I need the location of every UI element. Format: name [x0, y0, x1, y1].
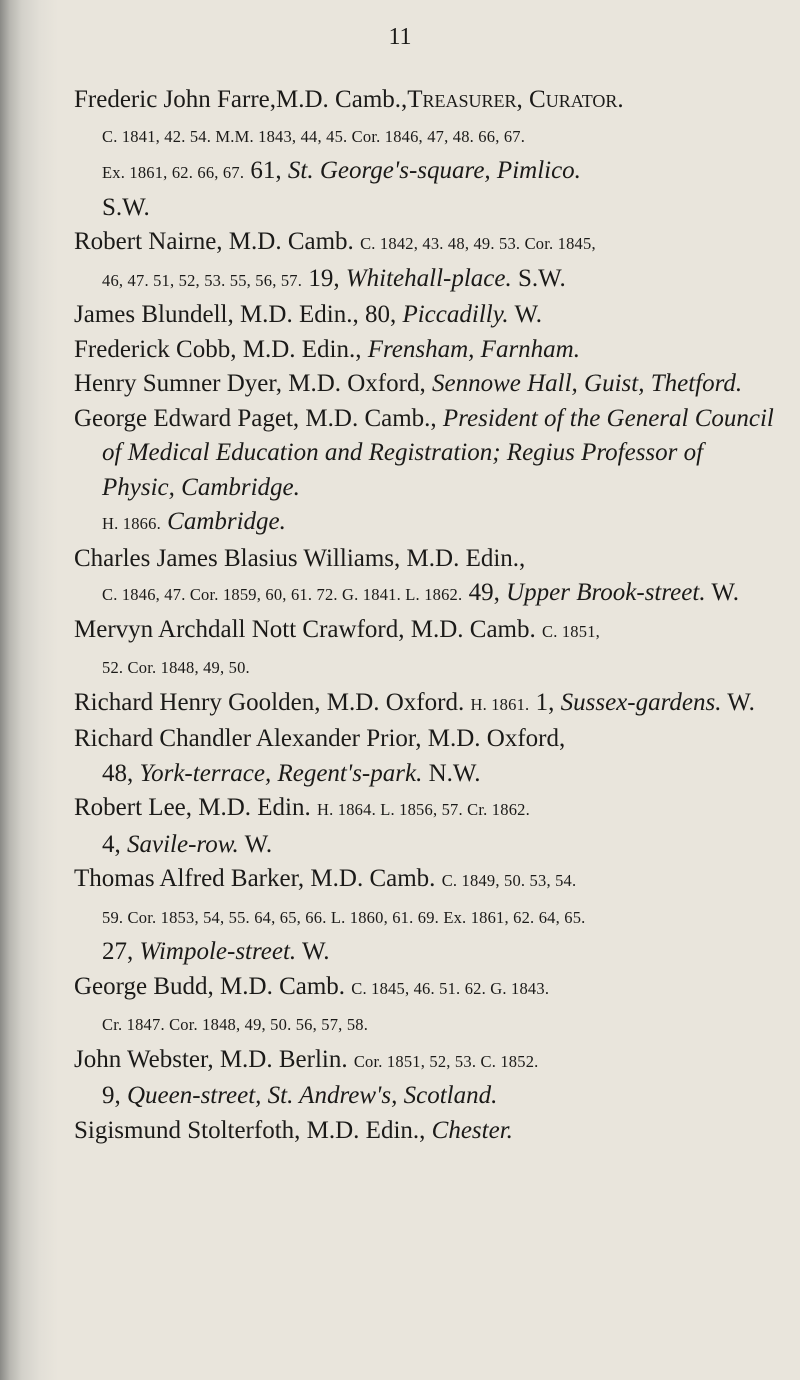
entry-address: Whitehall-place.: [345, 264, 512, 292]
entry-name: Thomas Alfred Barker, M.D. Camb.: [74, 865, 436, 892]
list-item: [74, 402, 774, 542]
list-item: [74, 1043, 774, 1114]
entry-name: Henry Sumner Dyer, M.D. Oxford,: [74, 370, 426, 397]
entry-record: Cor. 1851, 52, 53. C. 1852.: [353, 1051, 539, 1071]
entry-address-number: 61,: [250, 157, 282, 184]
list-item: [74, 970, 774, 1043]
page-number: 11: [388, 24, 412, 50]
list-item: [74, 722, 774, 791]
list-item: [74, 862, 774, 970]
entry-office: Treasurer, Curator.: [407, 86, 624, 113]
list-item: [74, 542, 774, 613]
entry-address-number: 48,: [102, 759, 134, 787]
entry-address: Sussex-gardens.: [560, 688, 722, 716]
list-item: [74, 613, 774, 686]
entry-address: Upper Brook-street.: [506, 579, 706, 606]
entry-name: James Blundell, M.D. Edin.,: [74, 301, 359, 328]
entry-name: Frederic John Farre,M.D. Camb.,: [74, 86, 408, 113]
list-item: [74, 791, 774, 862]
entry-address: Sennowe Hall, Guist, Thetford.: [431, 370, 743, 397]
entry-address: Frensham, Farnham.: [367, 335, 580, 363]
entry-office: President of the General Council of Medical Education and Registration; Regius Professor of Physic, Cambridge.: [102, 404, 774, 501]
entry-address: York-terrace, Regent's-park.: [139, 759, 423, 787]
fellows-list: [74, 83, 774, 1148]
entry-district: W.: [514, 301, 543, 328]
entry-name: Charles James Blasius Williams, M.D. Edin.,: [74, 544, 526, 572]
entry-address: Wimpole-street.: [139, 938, 297, 965]
entry-record: H. 1866.: [102, 514, 161, 533]
entry-record: C. 1846, 47. Cor. 1859, 60, 61. 72. G. 1841. L. 1862.: [102, 585, 463, 604]
entry-address: Savile-row.: [127, 830, 239, 858]
entry-address-number: 19,: [308, 264, 340, 292]
entry-name: Robert Lee, M.D. Edin.: [74, 794, 311, 821]
entry-district: N.W.: [428, 759, 481, 787]
entry-record: H. 1864. L. 1856, 57. Cr. 1862.: [317, 800, 530, 819]
entry-name: Sigismund Stolterfoth, M.D. Edin.,: [74, 1116, 426, 1144]
entry-address: St. George's-square, Pimlico.: [287, 157, 581, 184]
entry-district: S.W.: [518, 264, 566, 292]
entry-record: 52. Cor. 1848, 49, 50.: [102, 658, 250, 677]
list-item: [74, 225, 774, 298]
entry-name: John Webster, M.D. Berlin.: [74, 1045, 348, 1073]
list-item: [74, 298, 774, 333]
list-item: [74, 367, 774, 402]
entry-address-number: 4,: [102, 830, 121, 858]
entry-record: Ex. 1861, 62. 66, 67.: [102, 163, 245, 182]
entry-district: S.W.: [102, 193, 150, 221]
list-item: [74, 1114, 774, 1149]
entry-record: C. 1845, 46. 51. 62. G. 1843.: [351, 978, 550, 998]
entry-address-number: 1,: [535, 688, 555, 716]
entry-address-number: 9,: [102, 1082, 121, 1109]
entry-record: Cr. 1847. Cor. 1848, 49, 50. 56, 57, 58.: [102, 1015, 369, 1034]
entry-name: Frederick Cobb, M.D. Edin.,: [74, 335, 362, 363]
entry-record: C. 1849, 50. 53, 54.: [441, 871, 577, 890]
entry-address: Cambridge.: [167, 508, 286, 535]
entry-name: George Edward Paget, M.D. Camb.,: [74, 404, 437, 432]
entry-district: W.: [727, 688, 755, 716]
entry-address: Chester.: [431, 1116, 513, 1144]
entry-record: 46, 47. 51, 52, 53. 55, 56, 57.: [102, 270, 303, 290]
entry-record: H. 1861.: [470, 694, 530, 714]
list-item: [74, 333, 774, 368]
entry-address: Piccadilly.: [402, 301, 509, 328]
entry-name: Richard Chandler Alexander Prior, M.D. Oxford,: [74, 725, 566, 752]
entry-address-number: 80,: [364, 301, 397, 328]
entry-district: W.: [711, 579, 739, 606]
entry-address: Queen-street, St. Andrew's, Scotland.: [127, 1082, 498, 1109]
entry-address-number: 49,: [468, 579, 500, 606]
entry-name: Mervyn Archdall Nott Crawford, M.D. Camb.: [74, 615, 536, 643]
entry-record: C. 1841, 42. 54. M.M. 1843, 44, 45. Cor. 1846, 47, 48. 66, 67.: [102, 126, 526, 146]
entry-address-number: 27,: [102, 938, 134, 965]
list-item: [74, 686, 774, 723]
entry-name: Richard Henry Goolden, M.D. Oxford.: [74, 688, 465, 716]
entry-name: Robert Nairne, M.D. Camb.: [74, 228, 354, 255]
entry-record: C. 1842, 43. 48, 49. 53. Cor. 1845,: [360, 234, 596, 253]
list-item: [74, 83, 774, 225]
entry-name: George Budd, M.D. Camb.: [74, 972, 346, 1000]
entry-district: W.: [302, 938, 330, 965]
entry-record: C. 1851,: [541, 621, 600, 641]
entry-district: W.: [244, 830, 273, 858]
entry-record: 59. Cor. 1853, 54, 55. 64, 65, 66. L. 1860, 61. 69. Ex. 1861, 62. 64, 65.: [102, 907, 586, 927]
